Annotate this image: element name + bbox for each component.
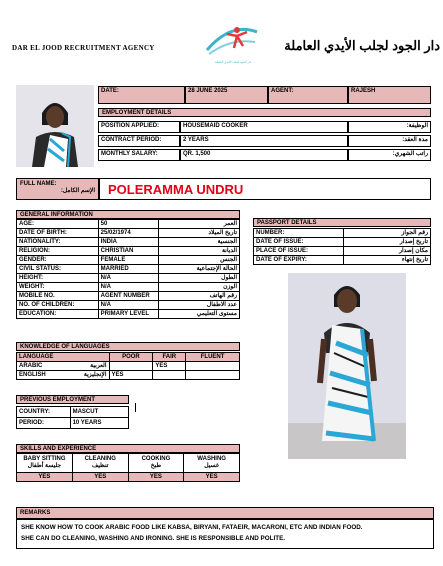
lang-col-fair: FAIR (153, 353, 186, 362)
employment-title: EMPLOYMENT DETAILS (98, 108, 431, 117)
previous-label: COUNTRY: (17, 407, 71, 418)
general-row (17, 274, 240, 283)
agent-value: RAJESH (348, 86, 431, 104)
general-label: CIVIL STATUS: (17, 265, 99, 274)
passport-label: PLACE OF ISSUE: (254, 247, 344, 256)
previous-label: PERIOD: (17, 418, 71, 429)
general-table (16, 219, 240, 319)
general-row (17, 292, 240, 301)
general-label-ar: عدد الاطفال (158, 301, 239, 310)
general-value: INDIA (98, 238, 158, 247)
skill-cleaning: CLEANING تنظيف (72, 454, 128, 473)
general-row (17, 238, 240, 247)
lang-col-poor: POOR (109, 353, 153, 362)
candidate-headshot (16, 85, 94, 167)
fullname-value-box (99, 178, 431, 200)
general-label: NATIONALITY: (17, 238, 99, 247)
candidate-full-photo (288, 273, 406, 459)
skill-baby-sitting: BABY SITTING جليسة أطفال (17, 454, 73, 473)
lang-name: ENGLISH الإنجليزية (17, 371, 110, 380)
general-value: N/A (98, 301, 158, 310)
lang-name: ARABIC العربية (17, 362, 110, 371)
lang-row-arabic (17, 362, 240, 371)
position-label-ar: الوظيفة: (348, 121, 431, 133)
lang-poor (109, 362, 153, 371)
general-value: PRIMARY LEVEL (98, 310, 158, 319)
general-label: DATE OF BIRTH: (17, 229, 99, 238)
lang-fair: YES (153, 362, 186, 371)
general-row (17, 256, 240, 265)
remarks-line-1: SHE KNOW HOW TO COOK ARABIC FOOD LIKE KABSA, BIRYANI, FATAEIR, MACARONI, ETC AND INDIAN FOOD. (21, 524, 363, 531)
languages-title: KNOWLEDGE OF LANGUAGES (16, 342, 240, 351)
agency-name-ar: دار الجود لجلب الأيدي العاملة (284, 38, 440, 53)
fullname-label-box (16, 178, 99, 200)
skills-table (16, 453, 240, 482)
general-label: MOBILE NO. (17, 292, 99, 301)
general-value: AGENT NUMBER (98, 292, 158, 301)
passport-label: DATE OF ISSUE: (254, 238, 344, 247)
skill-value: YES (72, 473, 128, 482)
general-row (17, 283, 240, 292)
general-label: NO. OF CHILDREN: (17, 301, 99, 310)
general-value: N/A (98, 274, 158, 283)
agent-label: AGENT: (268, 86, 348, 104)
general-label: RELIGION: (17, 247, 99, 256)
passport-label-ar: تاريخ إصدار (343, 238, 430, 247)
general-row (17, 229, 240, 238)
general-label-ar: تاريخ الميلاد (158, 229, 239, 238)
general-row (17, 265, 240, 274)
date-label: DATE: (98, 86, 185, 104)
lang-fair (153, 371, 186, 380)
passport-row (254, 229, 431, 238)
general-label-ar: الجنسية (158, 238, 239, 247)
general-title: GENERAL INFORMATION (16, 210, 240, 219)
general-value: FEMALE (98, 256, 158, 265)
contract-label-ar: مدة العقد: (348, 135, 431, 147)
passport-label-ar: مكان إصدار (343, 247, 430, 256)
salary-label-ar: راتب الشهري: (348, 149, 431, 161)
general-label: EDUCATION: (17, 310, 99, 319)
lang-fluent (186, 362, 240, 371)
agency-name-en: DAR EL JOOD RECRUITMENT AGENCY (12, 44, 155, 52)
contract-value: 2 YEARS (180, 135, 348, 147)
skill-value: YES (17, 473, 73, 482)
lang-poor: YES (109, 371, 153, 380)
passport-title: PASSPORT DETAILS (253, 218, 431, 227)
position-label: POSITION APPLIED: (98, 121, 180, 133)
skills-title: SKILLS AND EXPERIENCE (16, 444, 240, 453)
lang-col-language: LANGUAGE (17, 353, 110, 362)
passport-label-ar: رقم الجواز (343, 229, 430, 238)
general-value: N/A (98, 283, 158, 292)
skill-value: YES (184, 473, 240, 482)
passport-label: DATE OF EXPIRY: (254, 256, 344, 265)
skills-header-row (17, 454, 240, 473)
salary-label: MONTHLY SALARY: (98, 149, 180, 161)
general-label-ar: الحالة الإجتماعية (158, 265, 239, 274)
skill-washing: WASHING غسيل (184, 454, 240, 473)
position-value: HOUSEMAID COOKER (180, 121, 348, 133)
general-label-ar: مستوى التعليمي (158, 310, 239, 319)
lang-col-fluent: FLUENT (186, 353, 240, 362)
general-label: HEIGHT: (17, 274, 99, 283)
passport-label: NUMBER: (254, 229, 344, 238)
remarks-box (16, 519, 434, 549)
skills-value-row (17, 473, 240, 482)
date-value: 28 JUNE 2025 (185, 86, 268, 104)
general-label-ar: رقم الهاتف (158, 292, 239, 301)
remarks-line-2: SHE CAN DO CLEANING, WASHING AND IRONING. SHE IS RESPONSIBLE AND POLITE. (21, 535, 286, 542)
skill-value: YES (128, 473, 184, 482)
general-row (17, 301, 240, 310)
general-label-ar: العمر (158, 220, 239, 229)
general-label-ar: الوزن (158, 283, 239, 292)
previous-value: 10 YEARS (70, 418, 128, 429)
fullname-label-ar: الإسم الكامل: (60, 188, 95, 194)
general-label: AGE: (17, 220, 99, 229)
general-value: MARRIED (98, 265, 158, 274)
previous-row (17, 418, 129, 429)
previous-value: MASCUT (70, 407, 128, 418)
general-label-ar: الجنس (158, 256, 239, 265)
logo-caption: دار الجود لجلب الأيدي العاملة (215, 60, 251, 64)
languages-table (16, 352, 240, 380)
lang-fluent (186, 371, 240, 380)
general-row (17, 247, 240, 256)
general-value: CHRISTIAN (98, 247, 158, 256)
lang-row-english (17, 371, 240, 380)
previous-title: PREVIOUS EMPLOYMENT (16, 395, 129, 404)
skill-cooking: COOKING طبخ (128, 454, 184, 473)
previous-table (16, 406, 129, 429)
passport-row (254, 256, 431, 265)
salary-value: QR. 1,500 (180, 149, 348, 161)
agency-logo (201, 20, 263, 62)
general-label-ar: الطول (158, 274, 239, 283)
general-row (17, 310, 240, 319)
contract-label: CONTRACT PERIOD: (98, 135, 180, 147)
general-row (17, 220, 240, 229)
remarks-title: REMARKS (16, 507, 434, 519)
passport-row (254, 247, 431, 256)
text-cursor (135, 403, 136, 412)
passport-label-ar: تاريخ إنتهاء (343, 256, 430, 265)
passport-row (254, 238, 431, 247)
general-label: WEIGHT: (17, 283, 99, 292)
fullname-label: FULL NAME: (20, 181, 57, 187)
general-value: 50 (98, 220, 158, 229)
general-label-ar: الديانة (158, 247, 239, 256)
general-label: GENDER: (17, 256, 99, 265)
general-value: 25/02/1974 (98, 229, 158, 238)
languages-header-row (17, 353, 240, 362)
fullname-value: POLERAMMA UNDRU (108, 182, 244, 197)
passport-table (253, 228, 431, 265)
previous-row (17, 407, 129, 418)
